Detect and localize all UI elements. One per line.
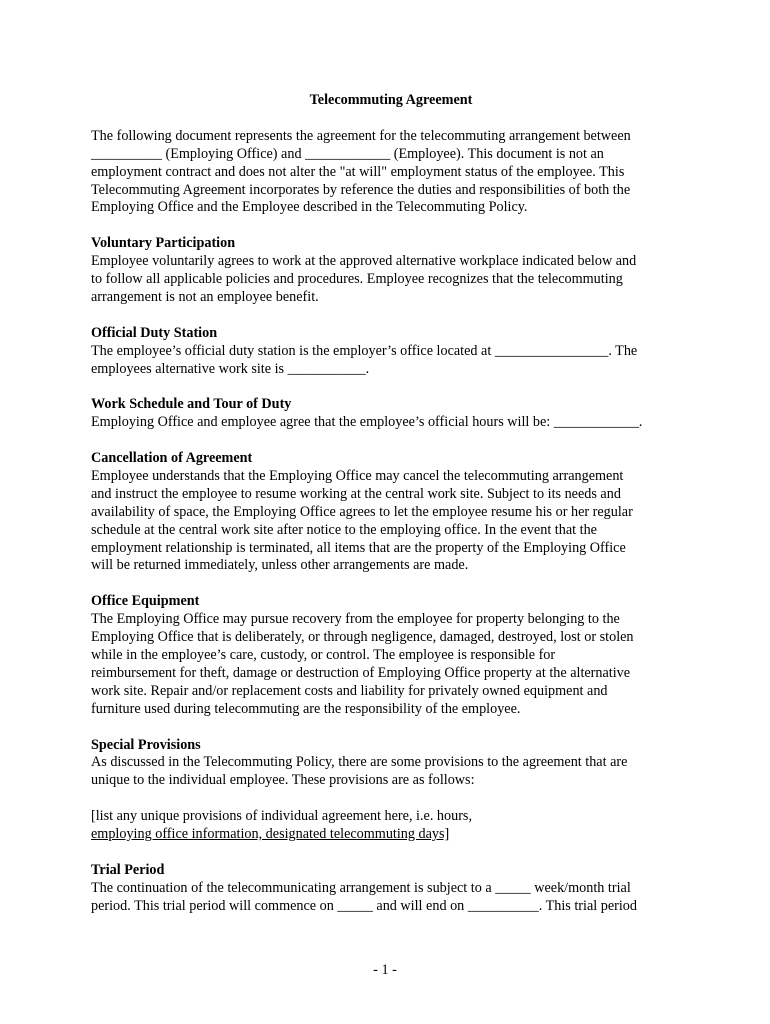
page-number: - 1 - — [373, 962, 397, 978]
section-line: while in the employee’s care, custody, or control. The employee is responsible for — [91, 647, 556, 663]
section-line: Employing Office that is deliberately, or through negligence, damaged, destroyed, lost or stolen — [91, 629, 634, 646]
section-line: and instruct the employee to resume working at the central work site. Subject to its needs and — [91, 485, 621, 502]
intro-paragraph — [91, 128, 691, 218]
section-line: Employing Office and employee agree that the employee’s official hours will be: ____________. — [91, 414, 643, 431]
section-line: unique to the individual employee. These provisions are as follows: — [91, 772, 475, 789]
section-heading: Office Equipment — [91, 593, 200, 610]
special-provisions-list — [91, 808, 691, 844]
section-heading: Voluntary Participation — [91, 235, 236, 252]
section-line: schedule at the central work site after notice to the employing office. In the event that the — [91, 521, 597, 538]
section-line: to follow all applicable policies and procedures. Employee recognizes that the telecommuting — [91, 271, 623, 288]
section-line: work site. Repair and/or replacement costs and liability for privately owned equipment and — [91, 682, 608, 699]
section-line: arrangement is not an employee benefit. — [91, 288, 319, 305]
section-line: employees alternative work site is ___________. — [91, 360, 370, 377]
cancellation-section — [91, 450, 691, 575]
section-line: furniture used during telecommuting are the responsibility of the employee. — [91, 700, 521, 717]
section-heading: Work Schedule and Tour of Duty — [91, 396, 292, 413]
section-line: The continuation of the telecommunicating arrangement is subject to a _____ week/month trial — [91, 879, 631, 896]
section-line: period. This trial period will commence on _____ and will end on __________. This trial period — [91, 897, 637, 914]
intro-line: Employing Office and the Employee described in the Telecommuting Policy. — [91, 199, 528, 216]
document-page — [91, 92, 691, 933]
section-line: employment relationship is terminated, all items that are the property of the Employing Office — [91, 539, 626, 556]
section-line: The Employing Office may pursue recovery from the employee for property belonging to the — [91, 611, 620, 628]
intro-line: The following document represents the agreement for the telecommuting arrangement between — [91, 127, 631, 144]
section-line: availability of space, the Employing Office agrees to let the employee resume his or her regular — [91, 503, 633, 520]
special-provisions-section — [91, 737, 691, 791]
section-line: As discussed in the Telecommuting Policy, there are some provisions to the agreement that are — [91, 754, 628, 771]
voluntary-participation-section — [91, 235, 691, 307]
section-line: Employee understands that the Employing Office may cancel the telecommuting arrangement — [91, 467, 624, 484]
provisions-placeholder-line: employing office information, designated telecommuting days] — [91, 826, 450, 843]
section-line: Employee voluntarily agrees to work at the approved alternative workplace indicated below and — [91, 253, 637, 270]
section-line: The employee’s official duty station is the employer’s office located at ________________. The — [91, 342, 638, 359]
trial-period-section — [91, 862, 691, 916]
section-line: reimbursement for theft, damage or destruction of Employing Office property at the alternative — [91, 664, 631, 681]
intro-line: __________ (Employing Office) and ____________ (Employee). This document is not an — [91, 145, 604, 162]
intro-line: employment contract and does not alter the "at will" employment status of the employee. This — [91, 163, 625, 180]
provisions-placeholder-line: [list any unique provisions of individual agreement here, i.e. hours, — [91, 808, 473, 825]
office-equipment-section — [91, 593, 691, 718]
section-heading: Special Provisions — [91, 736, 201, 753]
intro-line: Telecommuting Agreement incorporates by reference the duties and responsibilities of both the — [91, 181, 631, 198]
section-heading: Trial Period — [91, 861, 165, 878]
section-heading: Official Duty Station — [91, 324, 218, 341]
section-line: will be returned immediately, unless other arrangements are made. — [91, 557, 469, 574]
section-heading: Cancellation of Agreement — [91, 450, 253, 467]
official-duty-station-section — [91, 325, 691, 379]
work-schedule-section — [91, 396, 691, 432]
document-title: Telecommuting Agreement — [309, 92, 473, 108]
